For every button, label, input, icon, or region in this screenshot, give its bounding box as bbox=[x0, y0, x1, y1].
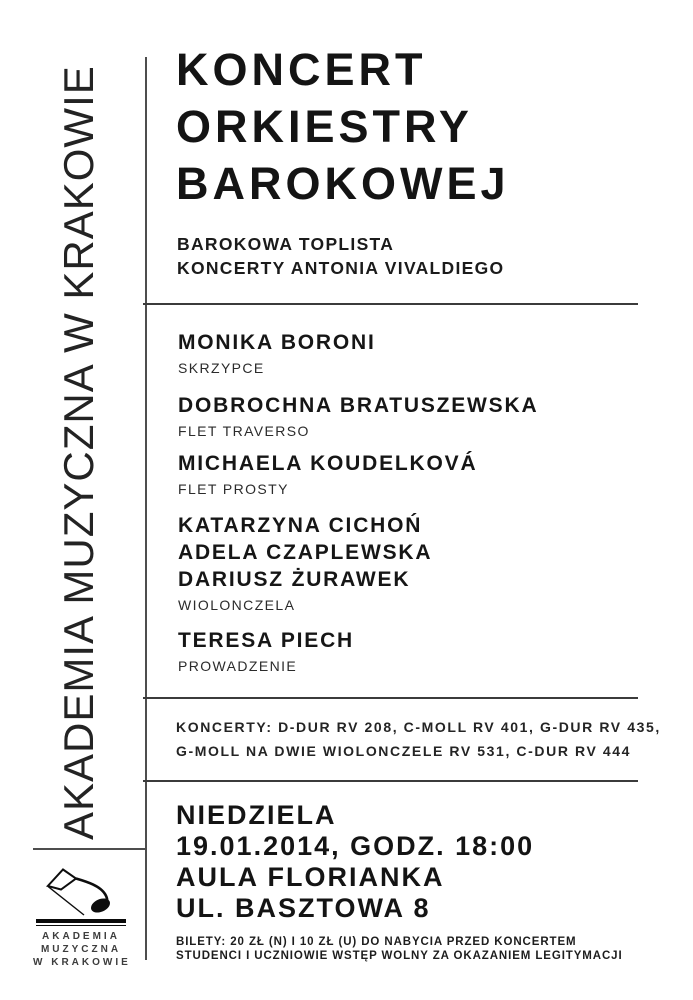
logo-rule-thin bbox=[36, 925, 126, 926]
event-day: NIEDZIELA bbox=[176, 800, 337, 830]
logo-wordmark-line: MUZYCZNA bbox=[40, 943, 122, 955]
performer-role: FLET TRAVERSO bbox=[178, 423, 310, 439]
ticket-info-line: STUDENCI I UCZNIOWIE WSTĘP WOLNY ZA OKAZANIEM LEGITYMACJI bbox=[176, 949, 623, 962]
event-venue: AULA FLORIANKA bbox=[176, 862, 445, 892]
academy-vertical-title: AKADEMIA MUZYCZNA W KRAKOWIE bbox=[55, 65, 102, 840]
performer-group bbox=[178, 627, 354, 675]
performer-role: PROWADZENIE bbox=[178, 658, 298, 674]
performer-group bbox=[178, 329, 376, 377]
event-details bbox=[176, 800, 534, 924]
logo-rule-thick bbox=[36, 919, 126, 923]
poster-subtitle-line: BAROKOWA TOPLISTA bbox=[177, 234, 395, 254]
poster-subtitle bbox=[177, 233, 504, 280]
program-line: G-MOLL NA DWIE WIOLONCZELE RV 531, C-DUR RV 444 bbox=[176, 743, 632, 759]
program-list bbox=[176, 715, 661, 763]
performer-name: KATARZYNA CICHOŃ bbox=[178, 514, 423, 537]
performer-group bbox=[178, 512, 432, 614]
poster-title-line: KONCERT bbox=[176, 44, 427, 95]
event-address: UL. BASZTOWA 8 bbox=[176, 893, 431, 923]
poster-title-line: ORKIESTRY bbox=[176, 101, 473, 152]
performer-role: FLET PROSTY bbox=[178, 481, 289, 497]
event-datetime: 19.01.2014, GODZ. 18:00 bbox=[176, 831, 535, 861]
performer-role: SKRZYPCE bbox=[178, 360, 265, 376]
performer-name: DOBROCHNA BRATUSZEWSKA bbox=[178, 394, 539, 417]
logo-wordmark-line: W KRAKOWIE bbox=[33, 956, 131, 968]
performer-group bbox=[178, 392, 538, 440]
ticket-info-line: BILETY: 20 ZŁ (N) I 10 ZŁ (U) DO NABYCIA PRZED KONCERTEM bbox=[176, 936, 577, 948]
separator-top bbox=[143, 303, 638, 305]
performer-role: WIOLONCZELA bbox=[178, 597, 296, 613]
vertical-divider-rule bbox=[145, 57, 147, 960]
logo-wordmark bbox=[33, 931, 129, 969]
program-line: KONCERTY: D-DUR RV 208, C-MOLL RV 401, G-DUR RV 435, bbox=[176, 719, 661, 735]
separator-bottom bbox=[143, 780, 638, 782]
music-note-icon bbox=[46, 866, 118, 916]
vertical-title-underline bbox=[33, 848, 146, 850]
performer-name: MICHAELA KOUDELKOVÁ bbox=[178, 452, 478, 475]
performer-name: MONIKA BORONI bbox=[178, 331, 376, 354]
separator-middle bbox=[143, 697, 638, 699]
poster-title-line: BAROKOWEJ bbox=[176, 158, 510, 209]
ticket-info bbox=[176, 936, 623, 964]
performer-name: ADELA CZAPLEWSKA bbox=[178, 541, 433, 564]
academy-vertical-title-box bbox=[50, 58, 108, 840]
poster-subtitle-line: KONCERTY ANTONIA VIVALDIEGO bbox=[177, 257, 505, 278]
poster-title bbox=[176, 41, 510, 212]
performer-name: DARIUSZ ŻURAWEK bbox=[178, 568, 411, 591]
performer-name: TERESA PIECH bbox=[178, 629, 355, 652]
performer-group bbox=[178, 450, 477, 498]
logo-wordmark-line: AKADEMIA bbox=[42, 931, 120, 942]
